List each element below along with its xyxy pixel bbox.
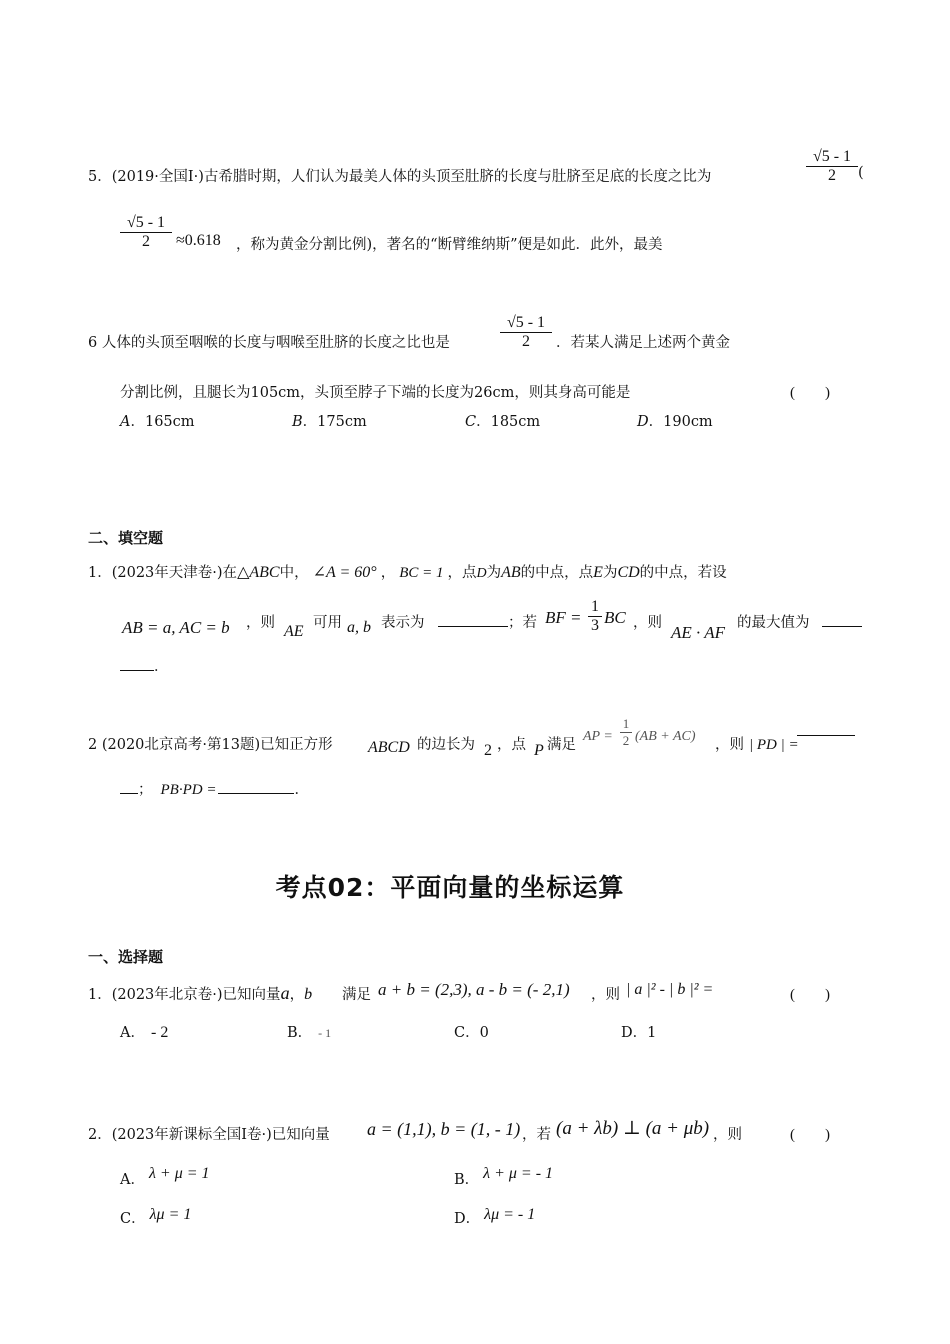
ap-eq: AP = [583,729,613,744]
one-half-fraction: 1 2 [620,716,632,749]
c1-option-b[interactable]: B． - 1 [287,1025,332,1041]
f2-then: ，则 [715,737,744,753]
abs-pd: | PD | = [749,737,799,753]
q5-line4: 分割比例，且腿长为105cm，头顶至脖子下端的长度为26cm，则其身高可能是 [120,385,631,401]
c1-option-c[interactable]: C．0 [454,1025,489,1041]
answer-blank-4[interactable] [218,779,294,794]
section-heading-fill: 二、填空题 [88,529,164,547]
fraction-denominator: 2 [828,167,836,184]
c1-then: ，则 [591,987,620,1003]
dot-product-ae-af: AE · AF [671,623,725,642]
c2-option-c[interactable]: C． λμ = 1 [120,1206,192,1227]
fraction-numerator: √5 - 1 [126,214,166,231]
fraction-denominator: 2 [142,233,150,250]
fraction-denominator: 2 [522,333,530,350]
c2-if: ，若 [522,1127,551,1143]
c2-option-b[interactable]: B． λ + μ = - 1 [454,1165,554,1188]
square-abcd: ABCD [368,739,410,756]
f2-side: 的边长为 [417,737,475,753]
option-c[interactable]: C．185cm [465,414,541,430]
side-two: 2 [484,742,492,759]
f1-max: 的最大值为 [737,615,810,631]
option-a[interactable]: A．165cm [120,414,195,430]
section-heading-choice: 一、选择题 [88,948,164,966]
q5-line2: ，称为黄金分割比例)，著名的“断臂维纳斯”便是如此．此外，最美 [236,237,663,253]
q5-line3: 6 人体的头顶至咽喉的长度与咽喉至肚脐的长度之比也是 [88,335,450,351]
point-p: P [534,742,544,759]
f2-line1a: 2 (2020北京高考·第13题)已知正方形 [88,737,333,753]
golden-ratio-fraction [806,148,858,185]
q5-open-paren: ( [858,165,864,181]
fraction-numerator: √5 - 1 [506,314,546,331]
bf-eq: BF = [545,608,582,627]
c2-vectors: a = (1,1), b = (1, - 1) [367,1119,521,1139]
c1-target-expr: | a |² - | b |² = [626,981,714,998]
f2-line2: ； PB·PD = ． [120,778,309,799]
vectors-ab: a, b [347,619,371,636]
c2-option-a[interactable]: A． λ + μ = 1 [120,1165,210,1188]
c2-perp-condition: (a + λb) ⊥ (a + μb) [556,1118,710,1139]
ab-plus-ac: (AB + AC) [635,729,696,744]
answer-blank-3-cont[interactable] [120,779,138,794]
f2-point: ，点 [497,737,526,753]
q5-line1: 5．(2019·全国Ⅰ·)古希腊时期，人们认为最美人体的头顶至肚脐的长度与肚脐至足底的长度之比为 [88,169,712,185]
answer-blank-2-cont[interactable] [120,656,154,671]
c1-line1: 1．(2023年北京卷·)已知向量a，b [88,983,313,1003]
f1-express: 表示为 [381,615,425,631]
c1-option-d[interactable]: D．1 [621,1025,657,1041]
answer-blank-1[interactable] [438,610,508,627]
f1-then: ，则 [246,615,275,631]
c2-option-d[interactable]: D． λμ = - 1 [454,1206,536,1227]
approx-value: ≈0.618 [176,232,221,249]
option-d[interactable]: D．190cm [637,414,713,430]
answer-paren: ( ) [790,385,830,401]
one-third-fraction: 1 3 [588,598,602,635]
golden-ratio-fraction-2 [120,214,172,251]
answer-paren-c1: ( ) [790,987,830,1003]
c2-line1: 2．(2023年新课标全国Ⅰ卷·)已知向量 [88,1127,330,1143]
f1-then2: ，则 [633,615,662,631]
c1-satisfy: 满足 [342,987,371,1003]
answer-paren-c2: ( ) [790,1127,830,1143]
f1-ab-ac-def: AB = a, AC = b [122,618,230,637]
golden-ratio-fraction-3 [500,314,552,351]
vector-bc: BC [604,608,626,627]
c1-condition: a + b = (2,3), a - b = (- 2,1) [378,980,570,999]
answer-blank-2[interactable] [822,610,862,627]
vector-ae: AE [284,623,304,640]
f2-satisfy: 满足 [547,737,576,753]
option-b[interactable]: B．175cm [292,414,367,430]
f1-line1: 1．(2023年天津卷·)在△ABC中， ∠A = 60° ， BC = 1 ，点D为AB的中点，点E为CD的中点，若设 [88,564,727,581]
section-title: 考点02：平面向量的坐标运算 [275,873,625,902]
f1-can-use: 可用 [313,615,342,631]
c2-then: ，则 [713,1127,742,1143]
f1-line3: ． [120,655,169,676]
answer-blank-3[interactable] [797,735,855,743]
c1-option-a[interactable]: A． - 2 [120,1024,169,1041]
q5-line3-end: ．若某人满足上述两个黄金 [556,335,730,351]
f1-if: ；若 [508,615,537,631]
fraction-numerator: √5 - 1 [812,148,852,165]
